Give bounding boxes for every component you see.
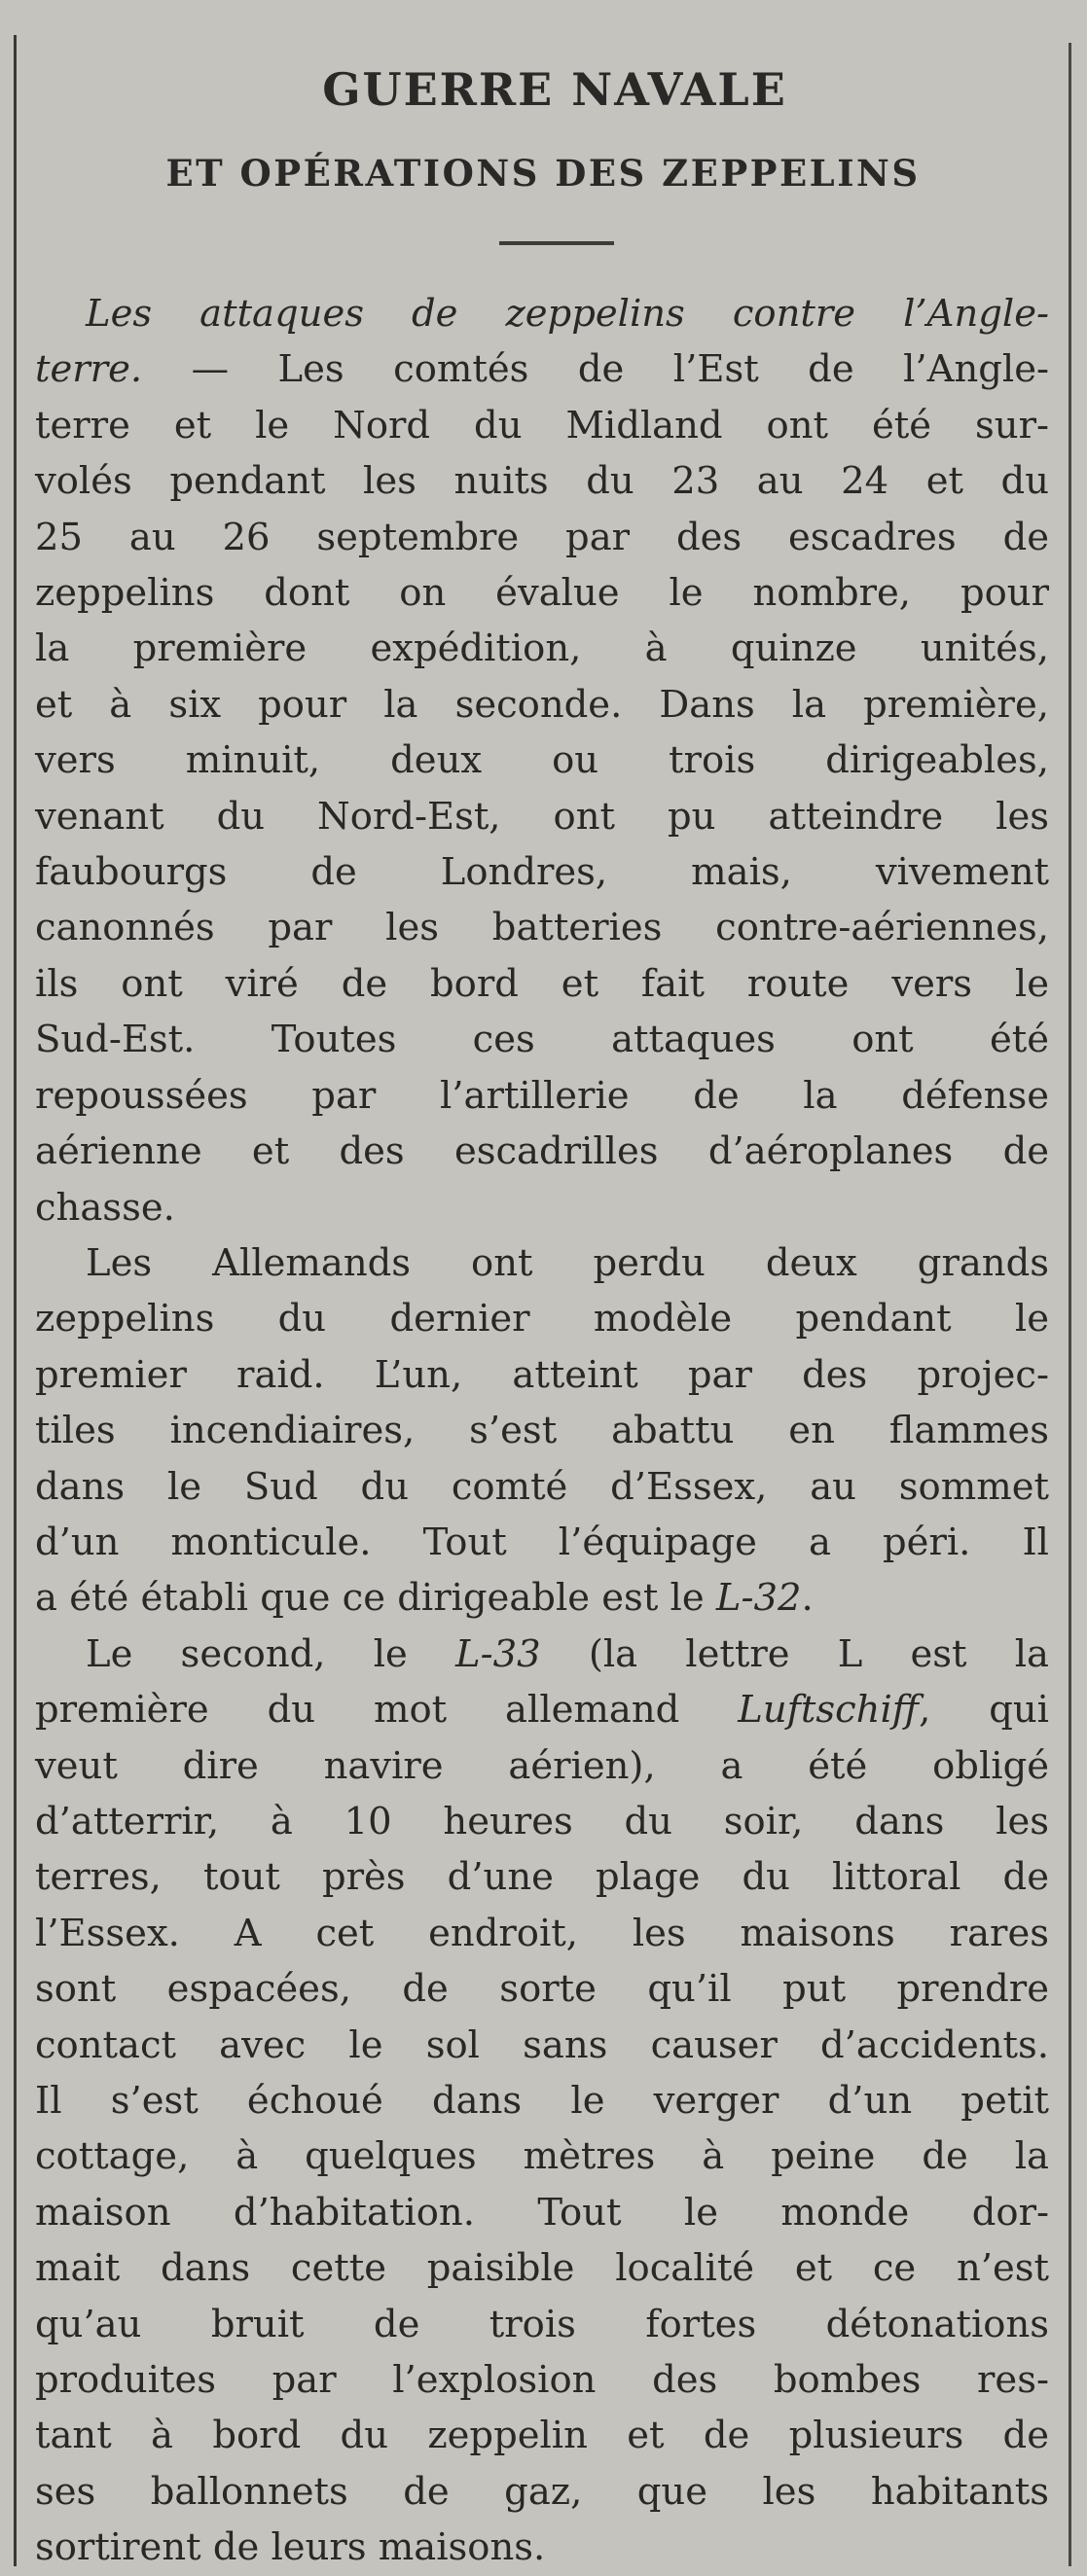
text-line [35,1124,1049,1179]
text-line [35,844,1049,900]
text-run: canonnés par les batteries contre-aériennes, [35,906,1049,950]
text-line [35,1180,1049,1235]
text-run: cottage, à quelques mètres à peine de la [35,2134,1049,2179]
text-run: et à six pour la seconde. Dans la première, [35,682,1049,727]
text-run: qu’au bruit de trois fortes détonations [35,2302,1049,2346]
text-run: tiles incendiaires, s’est abattu en flammes [35,1409,1049,1453]
text-line [35,510,1049,565]
text-line [35,1068,1049,1124]
text-line [35,1459,1049,1515]
text-run: — Les comtés de l’Est de l’Angle- [142,347,1049,392]
text-run: chasse. [35,1185,175,1230]
headline-main: GUERRE NAVALE [322,63,787,116]
text-line [35,1012,1049,1067]
text-run: dans le Sud du comté d’Essex, au sommet [35,1464,1049,1509]
text-line [35,2297,1049,2352]
italic-text: terre. [35,347,143,392]
text-run: sont espacées, de sorte qu’il put prendre [35,1967,1049,2012]
text-run: 25 au 26 septembre par des escadres de [35,515,1049,559]
text-line [35,1682,1049,1737]
newspaper-column [35,54,1051,2576]
text-run: venant du Nord-Est, ont pu atteindre les [35,794,1049,839]
article-paragraph [35,286,1049,1235]
text-line [35,2464,1049,2520]
article-paragraph [35,1235,1049,1627]
text-line [35,621,1049,676]
headline-sub: ET OPÉRATIONS DES ZEPPELINS [165,152,921,195]
column-rule-right [1069,43,1071,2566]
text-line [35,1906,1049,1961]
text-run: Il s’est échoué dans le verger d’un petit [35,2079,1049,2123]
text-run: , qui [919,1688,1049,1733]
text-run: veut dire navire aérien), a été obligé [35,1743,1049,1788]
text-run: Le second, le [86,1631,456,1676]
italic-text: Les attaques de zeppelins contre l’Angle- [86,292,1049,336]
text-run: zeppelins dont on évalue le nombre, pour [35,571,1049,616]
text-line [35,398,1049,453]
text-line [35,1961,1049,2017]
text-line [35,2129,1049,2184]
text-line [35,677,1049,733]
text-line [35,2408,1049,2463]
text-run: ils ont viré de bord et fait route vers le [35,961,1049,1006]
text-line [35,2520,1049,2575]
text-run: terre et le Nord du Midland ont été sur- [35,403,1049,447]
text-line [35,565,1049,621]
text-run: d’un monticule. Tout l’équipage a péri. Il [35,1520,1049,1564]
text-line [35,341,1049,397]
text-line [35,1627,1049,1682]
text-run: ses ballonnets de gaz, que les habitants [35,2469,1049,2514]
text-line [35,789,1049,844]
column-rule-left [14,35,17,2566]
article-body [35,286,1051,2576]
text-run: . [801,1576,814,1621]
text-run: tant à bord du zeppelin et de plusieurs de [35,2414,1049,2458]
italic-text: L-32 [715,1576,802,1621]
text-run: l’Essex. A cet endroit, les maisons rares [35,1911,1049,1955]
text-line [35,2073,1049,2129]
text-run: Sud-Est. Toutes ces attaques ont été [35,1018,1049,1062]
text-run: Les Allemands ont perdu deux grands [86,1240,1049,1285]
text-line [35,1291,1049,1346]
text-line [35,2185,1049,2240]
text-line [35,1794,1049,1849]
text-run: volés pendant les nuits du 23 au 24 et du [35,459,1049,504]
text-line [35,1849,1049,1905]
headline-divider [499,241,614,245]
italic-text: Luftschiff [738,1688,920,1733]
text-line [35,2240,1049,2296]
text-run: premier raid. L’un, atteint par des projec- [35,1352,1049,1397]
text-run: première du mot allemand [35,1688,739,1733]
text-run: produites par l’explosion des bombes res- [35,2358,1049,2403]
text-line [35,453,1049,509]
text-line [35,956,1049,1012]
text-run: d’atterrir, à 10 heures du soir, dans les [35,1799,1049,1843]
text-line [35,2352,1049,2408]
text-run: faubourgs de Londres, mais, vivement [35,850,1049,895]
text-run: maison d’habitation. Tout le monde dor- [35,2190,1049,2235]
text-line [35,1347,1049,1403]
text-line [35,900,1049,955]
text-run: (la lettre L est la [540,1631,1049,1676]
text-line [35,1738,1049,1794]
text-run: zeppelins du dernier modèle pendant le [35,1297,1049,1342]
text-run: mait dans cette paisible localité et ce n’est [35,2246,1049,2291]
text-run: vers minuit, deux ou trois dirigeables, [35,738,1049,783]
text-run: la première expédition, à quinze unités, [35,626,1049,671]
text-run: sortirent de leurs maisons. [35,2525,546,2570]
text-run: a été établi que ce dirigeable est le [35,1576,716,1621]
text-run: terres, tout près d’une plage du littoral de [35,1855,1049,1900]
italic-text: L-33 [455,1631,541,1676]
text-line [35,286,1049,341]
text-line [35,1403,1049,1458]
text-line [35,1570,1049,1626]
text-line [35,733,1049,788]
text-line [35,2018,1049,2073]
text-line [35,1515,1049,1570]
text-run: contact avec le sol sans causer d’accidents. [35,2022,1049,2067]
text-line [35,1235,1049,1291]
text-run: aérienne et des escadrilles d’aéroplanes de [35,1129,1049,1174]
article-paragraph [35,1627,1049,2576]
text-run: repoussées par l’artillerie de la défense [35,1073,1049,1118]
